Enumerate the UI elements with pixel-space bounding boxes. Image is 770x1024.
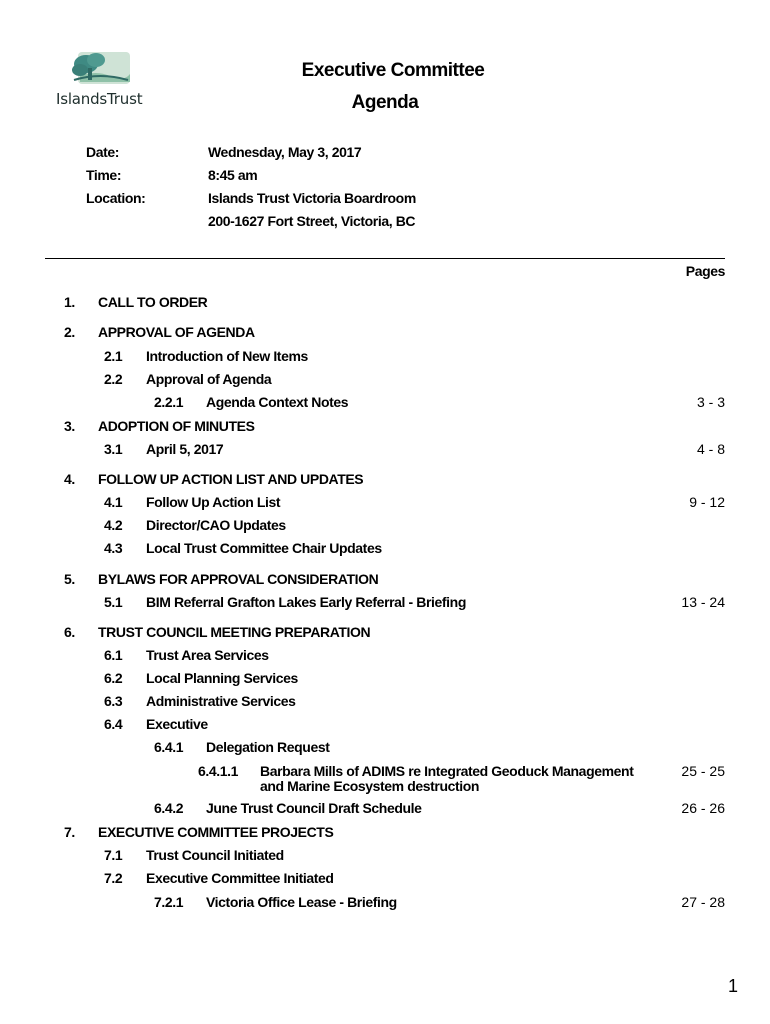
agenda-item-title: Local Trust Committee Chair Updates bbox=[146, 540, 382, 556]
agenda-item-title: June Trust Council Draft Schedule bbox=[206, 800, 422, 816]
agenda-item-title: Follow Up Action List bbox=[146, 494, 281, 510]
agenda-item-number: 3.1 bbox=[104, 441, 123, 457]
agenda-item bbox=[0, 394, 770, 412]
agenda-item-number: 6.4.1 bbox=[154, 739, 184, 755]
agenda-item-number: 6.2 bbox=[104, 670, 123, 686]
agenda-item bbox=[0, 494, 770, 512]
agenda-item-number: 4.2 bbox=[104, 517, 123, 533]
agenda-item-number: 4.3 bbox=[104, 540, 123, 556]
agenda-item-number: 3. bbox=[64, 418, 75, 434]
agenda-item-title: Victoria Office Lease - Briefing bbox=[206, 894, 397, 910]
agenda-item-number: 6.4.1.1 bbox=[198, 763, 239, 779]
time-value: 8:45 am bbox=[208, 167, 258, 183]
header-divider bbox=[45, 258, 725, 259]
agenda-item-number: 7.2.1 bbox=[154, 894, 184, 910]
agenda-item-number: 7. bbox=[64, 824, 75, 840]
agenda-item bbox=[0, 441, 770, 459]
time-label: Time: bbox=[86, 167, 122, 183]
location-value: Islands Trust Victoria Boardroom bbox=[208, 190, 416, 206]
agenda-item bbox=[0, 624, 770, 642]
agenda-item-title: Barbara Mills of ADIMS re Integrated Geoduck Management bbox=[260, 763, 634, 779]
agenda-item bbox=[0, 670, 770, 688]
date-value: Wednesday, May 3, 2017 bbox=[208, 144, 362, 160]
agenda-item-number: 2.2 bbox=[104, 371, 123, 387]
address-value: 200-1627 Fort Street, Victoria, BC bbox=[208, 213, 416, 229]
agenda-item-pages: 4 - 8 bbox=[696, 441, 725, 457]
agenda-item-pages: 27 - 28 bbox=[681, 894, 725, 910]
agenda-item-title: BIM Referral Grafton Lakes Early Referral - Briefing bbox=[146, 594, 466, 610]
agenda-item-number: 6.4 bbox=[104, 716, 123, 732]
agenda-item-number: 7.2 bbox=[104, 870, 123, 886]
agenda-item bbox=[0, 540, 770, 558]
agenda-item-title: TRUST COUNCIL MEETING PREPARATION bbox=[98, 624, 371, 640]
agenda-item-number: 7.1 bbox=[104, 847, 123, 863]
agenda-item-number: 6. bbox=[64, 624, 75, 640]
agenda-item-number: 1. bbox=[64, 294, 75, 310]
agenda-item bbox=[0, 847, 770, 865]
agenda-item-title: APPROVAL OF AGENDA bbox=[98, 324, 255, 340]
agenda-item-pages: 3 - 3 bbox=[696, 394, 725, 410]
agenda-item bbox=[0, 716, 770, 734]
agenda-item-title: FOLLOW UP ACTION LIST AND UPDATES bbox=[98, 471, 364, 487]
agenda-item-title: Executive Committee Initiated bbox=[146, 870, 334, 886]
agenda-item bbox=[0, 824, 770, 842]
agenda-item-title: Delegation Request bbox=[206, 739, 330, 755]
agenda-item bbox=[0, 763, 770, 797]
agenda-item bbox=[0, 418, 770, 436]
pages-header: Pages bbox=[685, 263, 725, 279]
agenda-item-number: 4.1 bbox=[104, 494, 123, 510]
agenda-item-number: 6.3 bbox=[104, 693, 123, 709]
agenda-item-title: ADOPTION OF MINUTES bbox=[98, 418, 255, 434]
agenda-item bbox=[0, 693, 770, 711]
agenda-item bbox=[0, 647, 770, 665]
page-number: 1 bbox=[727, 976, 738, 996]
agenda-item-title: Agenda Context Notes bbox=[206, 394, 349, 410]
agenda-item-number: 2.2.1 bbox=[154, 394, 184, 410]
agenda-item-title-continued: and Marine Ecosystem destruction bbox=[260, 778, 480, 794]
page-subtitle: Agenda bbox=[351, 92, 419, 113]
agenda-item-number: 2.1 bbox=[104, 348, 123, 364]
agenda-item-pages: 13 - 24 bbox=[681, 594, 725, 610]
agenda-item bbox=[0, 594, 770, 612]
agenda-item-number: 5.1 bbox=[104, 594, 123, 610]
agenda-item-title: April 5, 2017 bbox=[146, 441, 224, 457]
agenda-item bbox=[0, 324, 770, 342]
agenda-item-number: 6.1 bbox=[104, 647, 123, 663]
agenda-item bbox=[0, 800, 770, 818]
agenda-item-title: Local Planning Services bbox=[146, 670, 298, 686]
agenda-item-title: EXECUTIVE COMMITTEE PROJECTS bbox=[98, 824, 334, 840]
page-title: Executive Committee bbox=[301, 60, 485, 81]
agenda-item bbox=[0, 571, 770, 589]
agenda-item-title: Approval of Agenda bbox=[146, 371, 272, 387]
agenda-item bbox=[0, 894, 770, 912]
agenda-item bbox=[0, 739, 770, 757]
agenda-item-pages: 9 - 12 bbox=[689, 494, 725, 510]
agenda-item bbox=[0, 371, 770, 389]
agenda-item-title: BYLAWS FOR APPROVAL CONSIDERATION bbox=[98, 571, 379, 587]
logo-text: IslandsTrust bbox=[56, 90, 143, 108]
date-label: Date: bbox=[86, 144, 120, 160]
agenda-item-title: Introduction of New Items bbox=[146, 348, 308, 364]
agenda-item-title: Trust Area Services bbox=[146, 647, 269, 663]
agenda-item-pages: 25 - 25 bbox=[681, 763, 725, 779]
agenda-item-number: 4. bbox=[64, 471, 75, 487]
agenda-item-title: Director/CAO Updates bbox=[146, 517, 286, 533]
agenda-item-title: Administrative Services bbox=[146, 693, 296, 709]
agenda-item bbox=[0, 517, 770, 535]
agenda-item-title: Trust Council Initiated bbox=[146, 847, 284, 863]
agenda-item-number: 2. bbox=[64, 324, 75, 340]
agenda-item bbox=[0, 870, 770, 888]
agenda-item-number: 5. bbox=[64, 571, 75, 587]
agenda-item-pages: 26 - 26 bbox=[681, 800, 725, 816]
agenda-item-title: Executive bbox=[146, 716, 208, 732]
agenda-item-number: 6.4.2 bbox=[154, 800, 184, 816]
agenda-item bbox=[0, 471, 770, 489]
agenda-item-title: CALL TO ORDER bbox=[98, 294, 208, 310]
agenda-item bbox=[0, 348, 770, 366]
agenda-item bbox=[0, 294, 770, 312]
location-label: Location: bbox=[86, 190, 146, 206]
